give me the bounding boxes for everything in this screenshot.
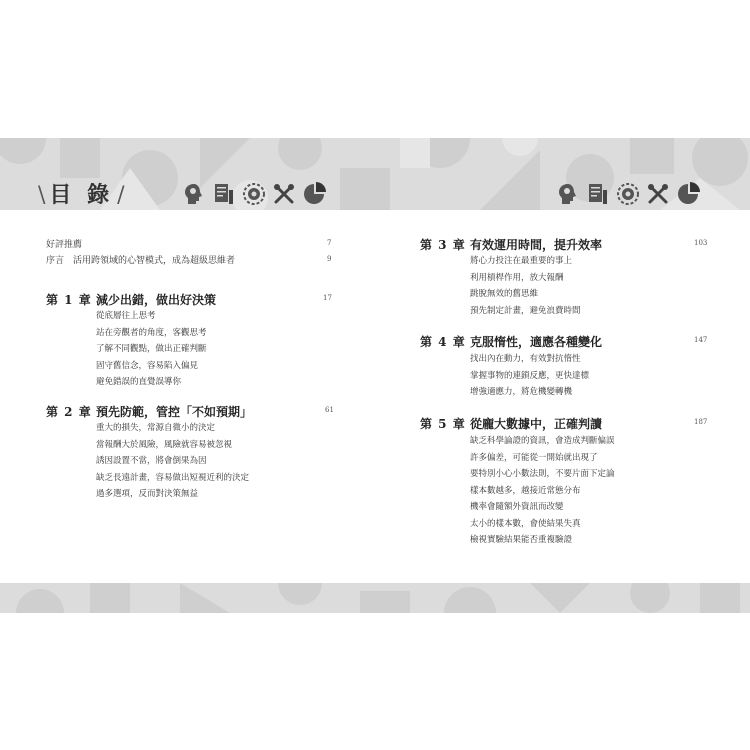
chapter-3-title: 有效運用時間，提升效率 xyxy=(470,238,603,252)
list-item: 增強適應力，將危機變轉機 xyxy=(470,387,573,397)
chapter-4-heading xyxy=(420,333,602,350)
wrench-tools-icon xyxy=(646,182,670,206)
toc-title: 目 錄 xyxy=(49,182,114,208)
document-ruler-icon xyxy=(212,182,236,206)
list-item: 了解不同觀點，做出正確判斷 xyxy=(96,344,207,354)
list-item: 太小的樣本數，會使結果失真 xyxy=(470,518,581,529)
chapter-4-number: 第 4 章 xyxy=(420,335,466,349)
chart-pie-icon xyxy=(676,182,700,206)
front-matter-page-preface: 9 xyxy=(327,255,332,263)
list-item: 許多偏差，可能從一開始就出現了 xyxy=(470,452,598,463)
chapter-2-title: 預先防範，管控「不如預期」 xyxy=(96,405,253,419)
chapter-2-number: 第 2 章 xyxy=(46,405,92,419)
icon-row-left xyxy=(182,182,326,206)
chapter-3-heading xyxy=(420,236,602,253)
chapter-3-page: 103 xyxy=(694,239,708,247)
chapter-3-items xyxy=(470,253,581,319)
gear-brain-icon xyxy=(242,182,266,206)
list-item: 利用槓桿作用，放大報酬 xyxy=(470,272,564,283)
chapter-1-items xyxy=(96,308,207,391)
list-item: 將心力投注在最重要的事上 xyxy=(470,256,573,266)
list-item: 從底層往上思考 xyxy=(96,311,156,321)
list-item: 樣本數越多，越接近常態分布 xyxy=(470,485,581,496)
chapter-4-page: 147 xyxy=(694,336,708,344)
list-item: 掌握事物的連鎖反應，更快達標 xyxy=(470,370,590,381)
list-item: 避免錯誤的直覺誤導你 xyxy=(96,377,182,387)
front-matter-label-preface: 序言 活用跨領域的心智模式，成為超級思維者 xyxy=(46,256,236,266)
chapter-1-heading xyxy=(46,291,216,308)
list-item: 要特別小心小數法則，不要片面下定論 xyxy=(470,469,615,479)
chapter-2-items xyxy=(96,420,249,503)
list-item: 缺乏長遠計畫，容易做出短視近利的決定 xyxy=(96,472,250,483)
list-item: 檢視實驗結果能否重複驗證 xyxy=(470,535,573,545)
list-item: 誘因設置不當，將會倒果為因 xyxy=(96,456,207,466)
list-item: 當報酬大於風險，風險就容易被忽視 xyxy=(96,439,233,450)
document-ruler-icon xyxy=(586,182,610,206)
list-item: 預先制定計畫，避免浪費時間 xyxy=(470,305,581,316)
chapter-3-number: 第 3 章 xyxy=(420,238,466,252)
list-item: 過多選項，反而對決策無益 xyxy=(96,489,199,499)
list-item: 固守舊信念，容易陷入偏見 xyxy=(96,360,199,371)
brain-head-icon xyxy=(182,182,206,206)
chapter-4-items xyxy=(470,351,589,401)
wrench-tools-icon xyxy=(272,182,296,206)
list-item: 站在旁觀者的角度，客觀思考 xyxy=(96,327,207,338)
toc-heading: \ 目 錄 / xyxy=(38,182,125,208)
chapter-2-heading xyxy=(46,403,252,420)
chapter-5-number: 第 5 章 xyxy=(420,417,466,431)
front-matter-page-recommendations: 7 xyxy=(327,239,332,247)
chapter-5-page: 187 xyxy=(694,418,708,426)
footer-band xyxy=(0,583,750,613)
list-item: 跳脫無效的舊思維 xyxy=(470,289,539,299)
brain-head-icon xyxy=(556,182,580,206)
chapter-1-page: 17 xyxy=(323,294,332,302)
chapter-1-number: 第 1 章 xyxy=(46,293,92,307)
list-item: 找出內在動力，有效對抗惰性 xyxy=(470,354,581,364)
list-item: 機率會隨額外資訊而改變 xyxy=(470,502,564,512)
gear-brain-icon xyxy=(616,182,640,206)
chapter-5-heading xyxy=(420,415,602,432)
front-matter-label-recommendations: 好評推薦 xyxy=(46,240,83,250)
chapter-4-title: 克服惰性，適應各種變化 xyxy=(470,335,603,349)
chapter-1-title: 減少出錯，做出好決策 xyxy=(96,293,217,307)
chapter-5-items xyxy=(470,433,615,549)
list-item: 重大的損失，常源自微小的決定 xyxy=(96,423,216,433)
chart-pie-icon xyxy=(302,182,326,206)
footer-pattern xyxy=(0,583,750,613)
chapter-2-page: 61 xyxy=(325,406,334,414)
chapter-5-title: 從龐大數據中，正確判讀 xyxy=(470,417,603,431)
list-item: 缺乏科學論證的資訊，會造成判斷偏誤 xyxy=(470,436,615,446)
icon-row-right xyxy=(556,182,700,206)
